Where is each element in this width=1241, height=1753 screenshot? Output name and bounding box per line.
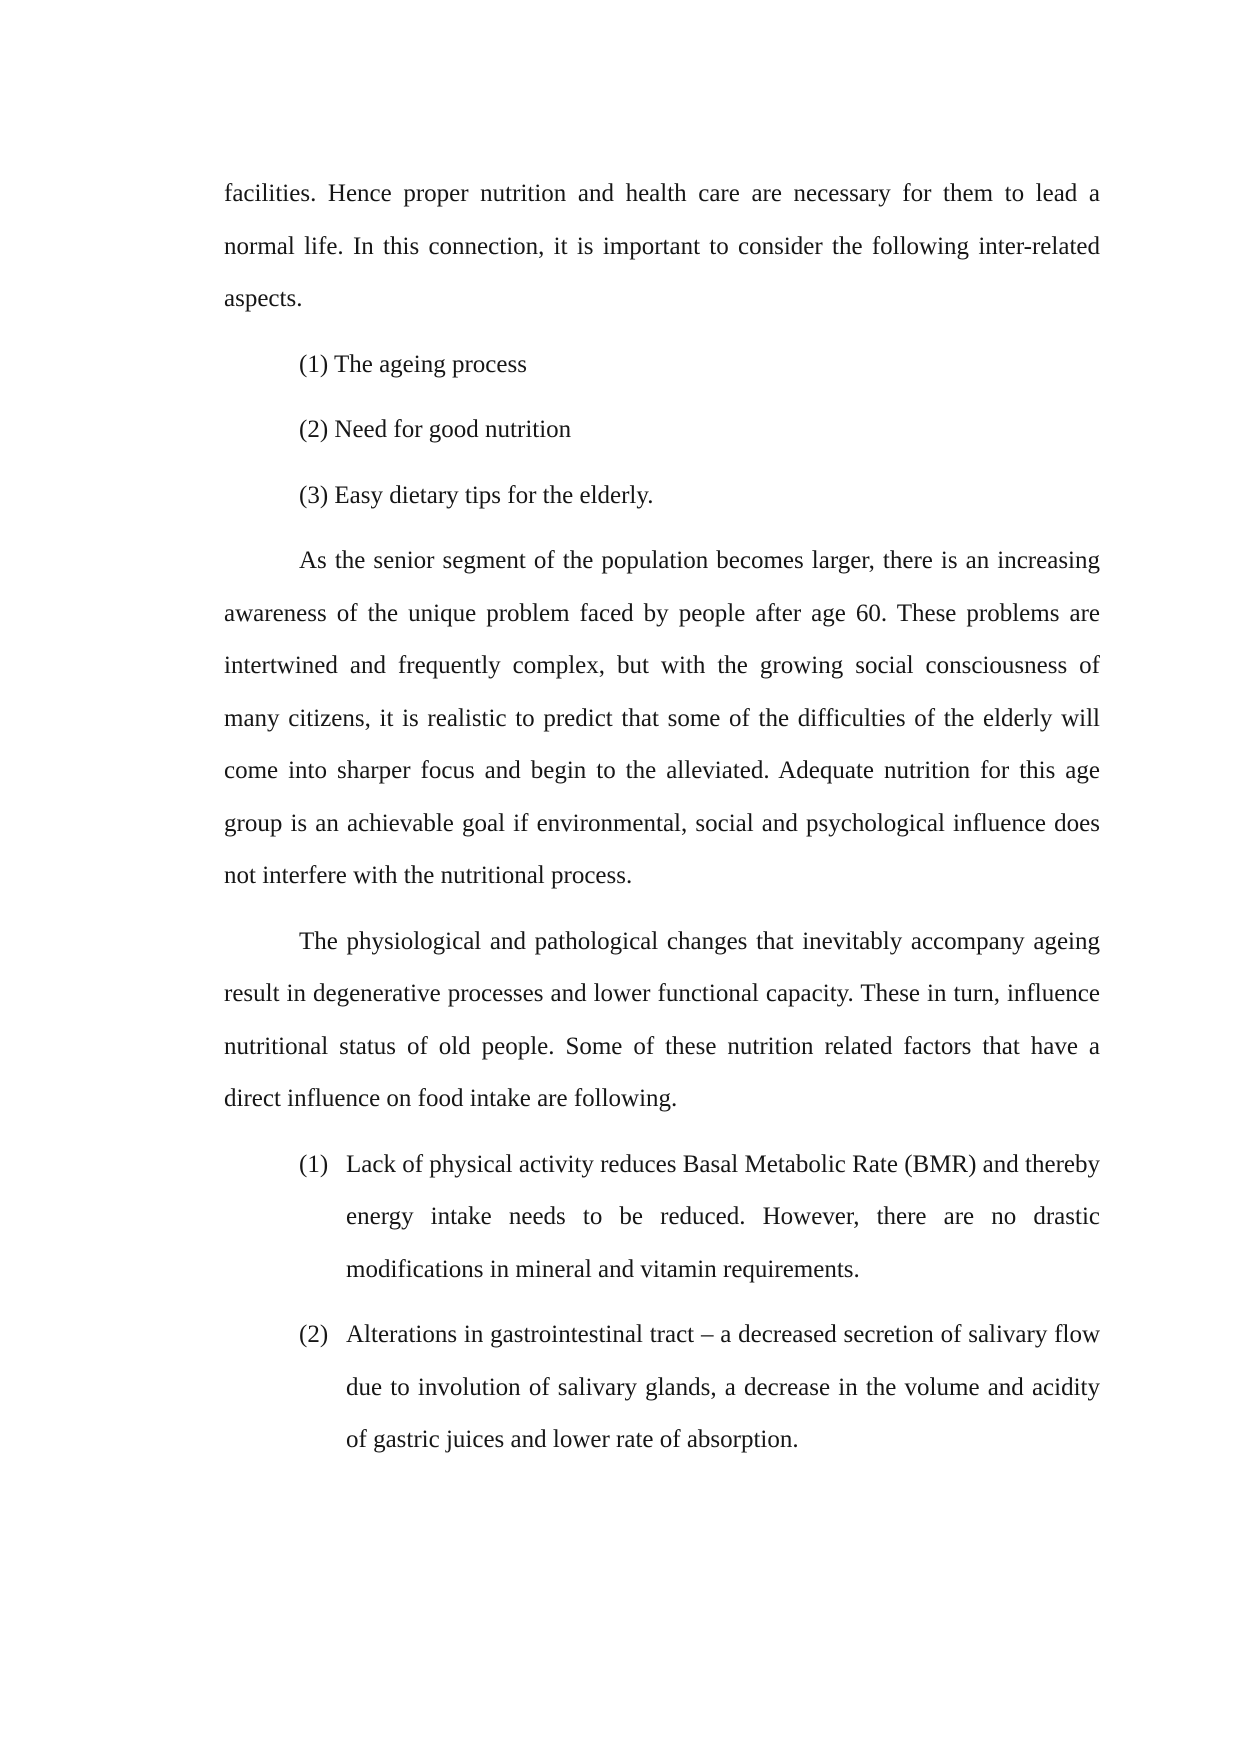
factor-number: (1): [299, 1150, 329, 1178]
page-body: [224, 168, 1100, 1467]
aspect-item: (1) The ageing process: [299, 350, 527, 378]
factor-item: [224, 1309, 1100, 1467]
factor-number: (2): [299, 1321, 329, 1348]
factor-text: Alterations in gastrointestinal tract – a decreased secretion of salivary flow due to involution of salivary glands, a decrease in the volume and acidity of gastric juices and lower rate of absorption.: [346, 1321, 1100, 1453]
factors-list: [224, 1139, 1100, 1467]
aspects-list: [224, 339, 1100, 523]
aspect-item: (3) Easy dietary tips for the elderly.: [299, 481, 654, 509]
aspect-item: (2) Need for good nutrition: [299, 416, 572, 443]
intro-paragraph: facilities. Hence proper nutrition and health care are necessary for them to lead a normal life. In this connection, it is important to consider the following inter-related aspects.: [224, 180, 1100, 312]
factor-item: [224, 1139, 1100, 1297]
factor-text: Lack of physical activity reduces Basal Metabolic Rate (BMR) and thereby energy intake needs to be reduced. However, there are no drastic modifications in mineral and vitamin requirements.: [346, 1150, 1100, 1283]
physiological-changes-paragraph: The physiological and pathological changes that inevitably accompany ageing result in degenerative processes and lower functional capacity. These in turn, influence nutritional status of old people. Some of these nutrition related factors that have a direct influence on food intake are following.: [224, 927, 1100, 1112]
senior-segment-paragraph: As the senior segment of the population becomes larger, there is an increasing awareness of the unique problem faced by people after age 60. These problems are intertwined and frequently complex, but with the growing social consciousness of many citizens, it is realistic to predict that some of the difficulties of the elderly will come into sharper focus and begin to the alleviated. Adequate nutrition for this age group is an achievable goal if environmental, social and psychological influence does not interfere with the nutritional process.: [224, 547, 1100, 889]
